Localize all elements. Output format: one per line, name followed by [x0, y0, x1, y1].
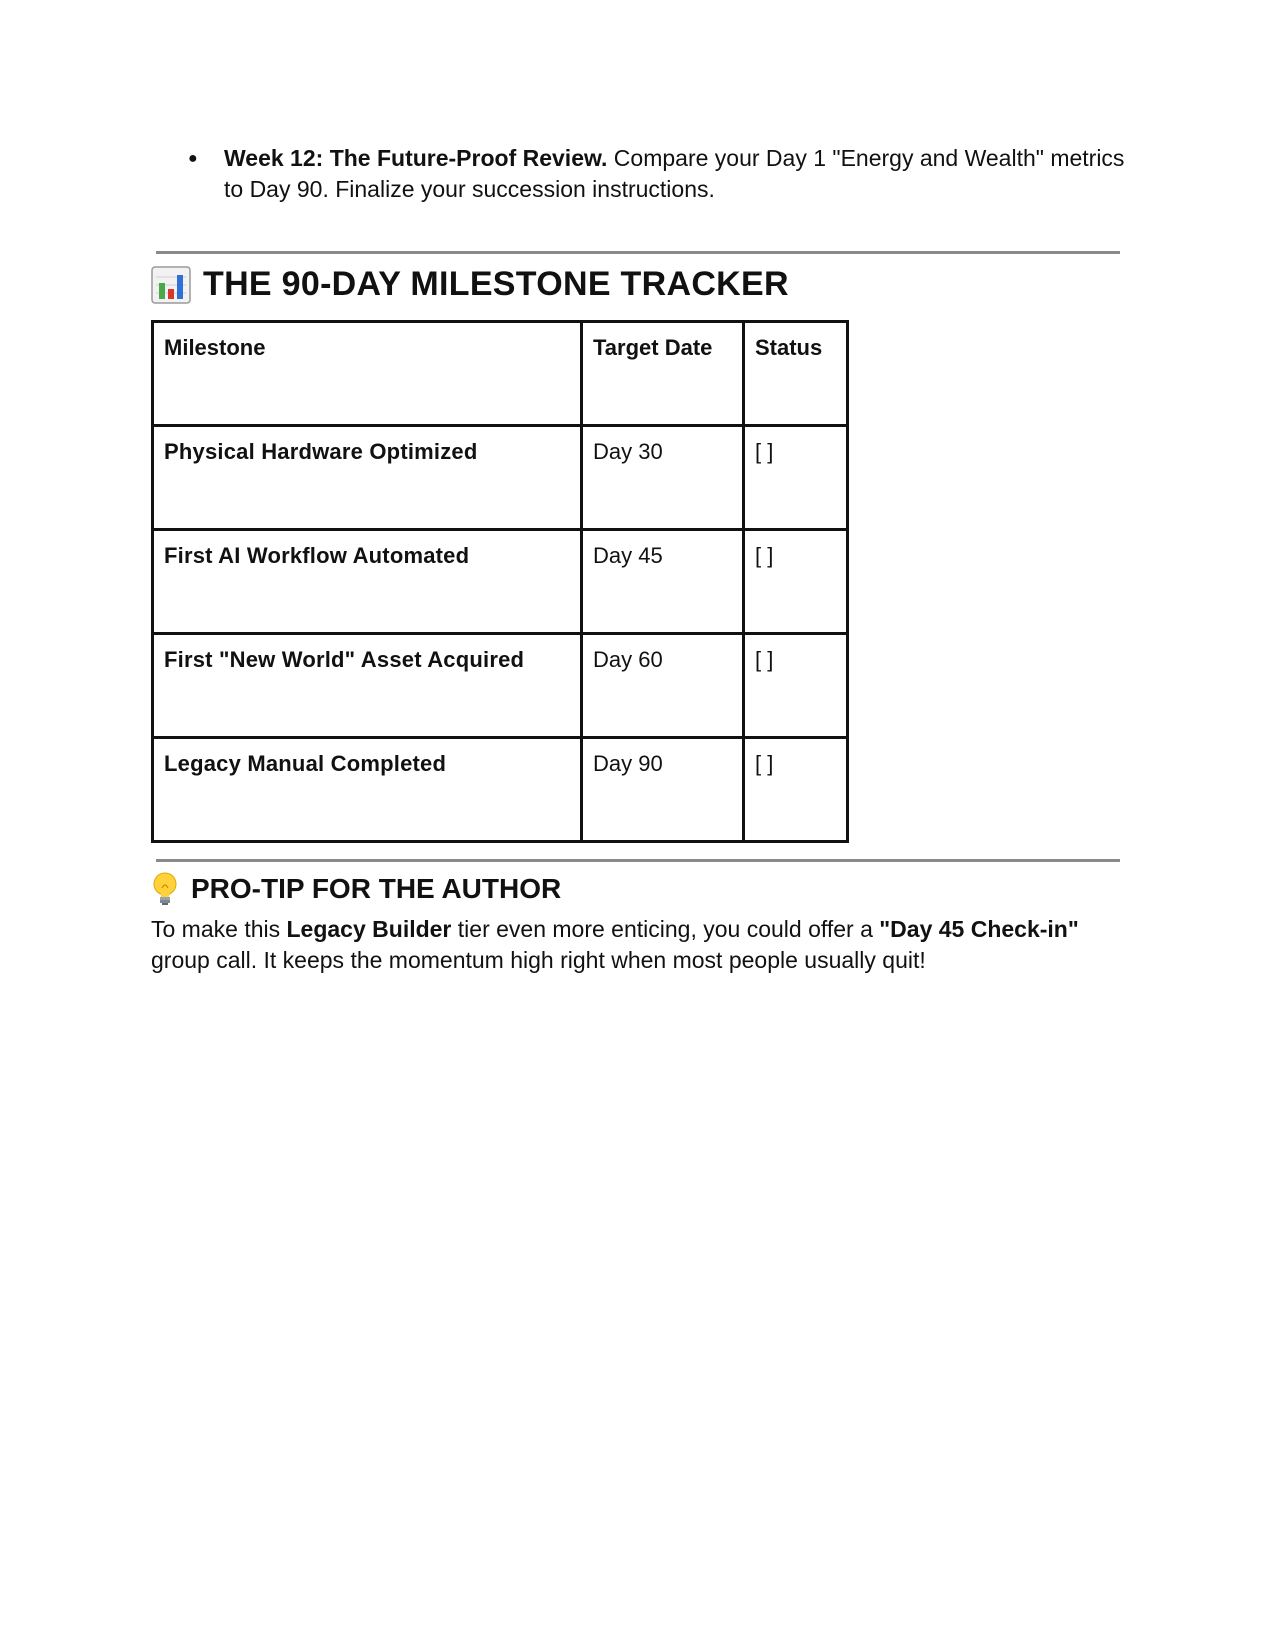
horizontal-rule [156, 251, 1120, 254]
milestone-table [151, 320, 849, 843]
header-milestone: Milestone [153, 322, 582, 426]
bullet-bold-lead: Week 12: The Future-Proof Review. [224, 145, 608, 171]
status-cell: [ ] [744, 426, 848, 530]
table-row [153, 738, 848, 842]
milestone-cell: First "New World" Asset Acquired [153, 634, 582, 738]
protip-text: group call. It keeps the momentum high right when most people usually quit! [151, 947, 926, 973]
milestone-cell: Physical Hardware Optimized [153, 426, 582, 530]
table-row [153, 634, 848, 738]
status-cell: [ ] [744, 738, 848, 842]
header-status: Status [744, 322, 848, 426]
milestone-cell: First AI Workflow Automated [153, 530, 582, 634]
protip-title: PRO-TIP FOR THE AUTHOR [191, 873, 562, 904]
protip-heading [151, 872, 561, 906]
header-target-date: Target Date [582, 322, 744, 426]
tracker-heading [151, 265, 789, 304]
table-row [153, 530, 848, 634]
target-date-cell: Day 30 [582, 426, 744, 530]
protip-paragraph [151, 914, 1111, 976]
tracker-title: THE 90-DAY MILESTONE TRACKER [203, 265, 789, 303]
day-45-checkin-bold: "Day 45 Check-in" [879, 916, 1079, 942]
bullet-body: Compare your Day 1 "Energy and Wealth" metrics to Day 90. Finalize your succession instructions. [224, 145, 1125, 202]
bar-chart-icon [151, 266, 191, 304]
week-12-bullet [176, 143, 1136, 205]
protip-text: tier even more enticing, you could offer a [451, 916, 880, 942]
status-cell: [ ] [744, 634, 848, 738]
light-bulb-icon [151, 872, 179, 906]
protip-text: To make this [151, 916, 287, 942]
table-row [153, 426, 848, 530]
status-cell: [ ] [744, 530, 848, 634]
legacy-builder-bold: Legacy Builder [286, 916, 452, 942]
table-header-row [153, 322, 848, 426]
bullet-dot: ● [188, 150, 198, 167]
target-date-cell: Day 90 [582, 738, 744, 842]
horizontal-rule [156, 859, 1120, 862]
target-date-cell: Day 60 [582, 634, 744, 738]
bullet-text [224, 143, 1136, 205]
target-date-cell: Day 45 [582, 530, 744, 634]
milestone-cell: Legacy Manual Completed [153, 738, 582, 842]
